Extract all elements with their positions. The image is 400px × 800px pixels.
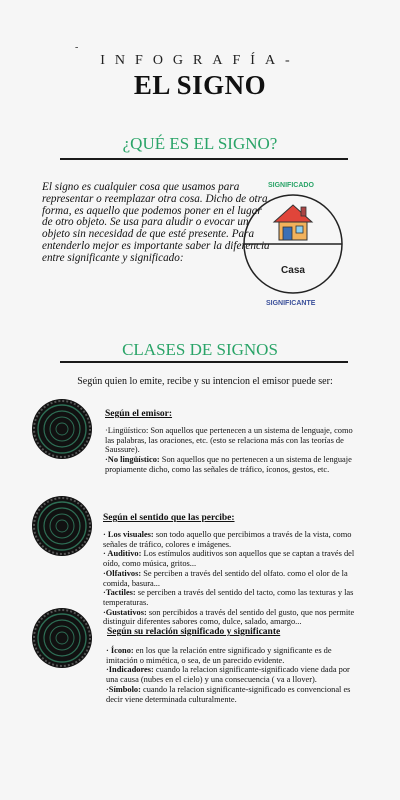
tree-rings-icon [30, 494, 94, 558]
section-heading-clases: CLASES DE SIGNOS [122, 340, 278, 359]
class-item: ·Gustativos: son percibidos a través del sentido del gusto, que nos permite distinguir diferentes sabores como, dulce, salado, amargo... [103, 607, 355, 627]
sign-diagram [238, 178, 350, 318]
class-body-relacion [106, 646, 356, 704]
intro-paragraph: El signo es cualquier cosa que usamos para representar o reemplazar otra cosa. Dicho de otra forma, es aquello que podemos poner en el lugar de otro objeto. Se usa para aludir o evocar un objeto sin necesidad de que esté presente. Para entenderlo mejor es importante saber la diferencia entre significante y significado: [42, 181, 270, 264]
casa-label: Casa [281, 265, 305, 276]
class-item: ·No lingüístico: Son aquellos que no pertenecen a un sistema de lenguaje propiamente dicho, como las señales de tráfico, íconos, gestos, etc. [105, 455, 352, 474]
significante-label: SIGNIFICANTE [266, 300, 316, 307]
class-item: ·Indicadores: cuando la relacion significante-significado viene dada por una causa (nubes en el cielo) y una consecuencia ( va a llover). [106, 665, 350, 685]
class-body-emisor [105, 426, 363, 475]
tree-rings-icon [30, 606, 94, 670]
class-item: ·Símbolo: cuando la relacion significante-significado es convencional es decir viene determinada culturalmente. [106, 684, 351, 704]
class-item: · Auditivo: Los estímulos auditivos son aquellos que se captan a través del oído, como música, gritos... [103, 549, 355, 569]
decorative-dash: - [75, 42, 79, 53]
class-item: ·Tactiles: se perciben a través del sentido del tacto, como las texturas y las temperaturas. [103, 588, 354, 607]
class-title-relacion: Según su relación significado y significante [107, 627, 281, 637]
header-kicker: INFOGRAFÍA- [100, 53, 300, 68]
class-title-emisor: Según el emisor: [105, 409, 173, 419]
circle-diagram-graphic [238, 178, 350, 318]
page-title: EL SIGNO [133, 70, 267, 100]
significado-label: SIGNIFICADO [268, 182, 314, 189]
class-item: · Los visuales: son todo aquello que percibimos a través de la vista, como señales de tráfico, colores e imágenes. [103, 530, 352, 549]
clases-subtitle: Según quien lo emite, recibe y su intencion el emisor puede ser: [77, 376, 333, 387]
house-icon [271, 200, 315, 244]
tree-rings-icon [30, 397, 94, 461]
class-body-sentido [103, 530, 365, 627]
class-item: · Ícono: en los que la relación entre significado y significante es de imitación o mimética, o sea, de un parecido evidente. [106, 646, 332, 665]
divider [60, 158, 348, 160]
divider [60, 361, 348, 363]
section-heading-what-is: ¿QUÉ ES EL SIGNO? [122, 134, 278, 153]
class-item: ·Olfativos: Se perciben a través del sentido del olfato. como el olor de la comida, basura... [103, 568, 348, 588]
class-title-sentido: Según el sentido que las percibe: [103, 513, 235, 523]
class-item: ·Lingüístico: Son aquellos que pertenecen a un sistema de lenguaje, como las palabras, las oraciones, etc. (esto se relaciona más con las teorías de Saussure). [105, 426, 353, 455]
